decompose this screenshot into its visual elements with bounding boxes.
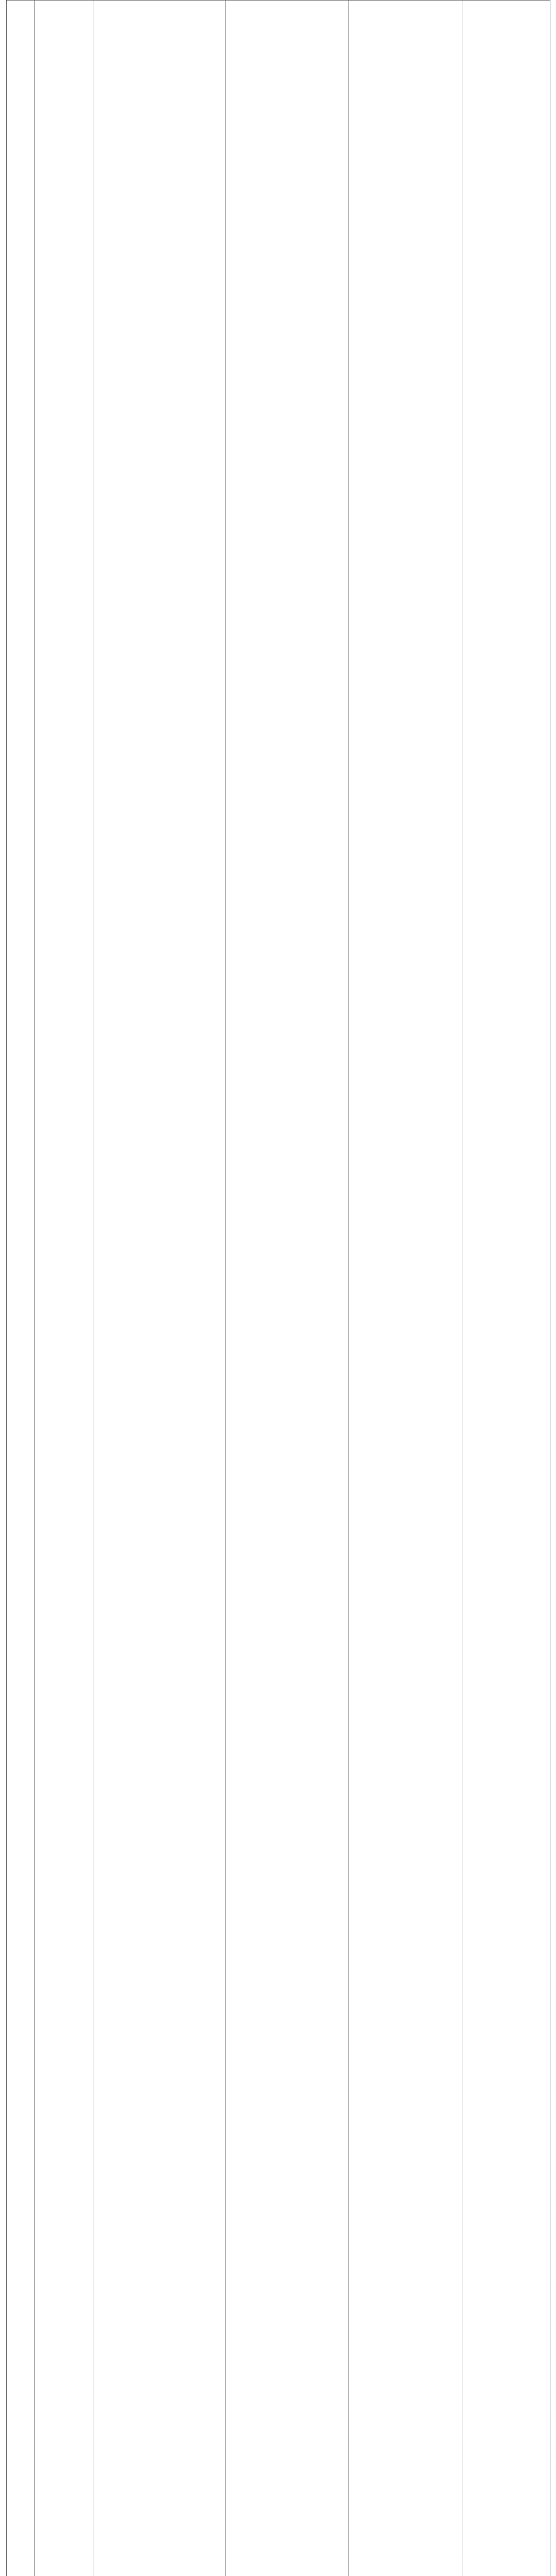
service-point-table bbox=[6, 0, 550, 2576]
table-row bbox=[7, 1, 550, 2576]
name-cell bbox=[94, 1, 225, 2576]
phone-cell bbox=[462, 1, 550, 2576]
address-cell bbox=[225, 1, 349, 2576]
table-body bbox=[7, 1, 550, 2576]
area-cell bbox=[35, 1, 94, 2576]
district-cell bbox=[7, 1, 35, 2576]
hours-cell bbox=[349, 1, 462, 2576]
